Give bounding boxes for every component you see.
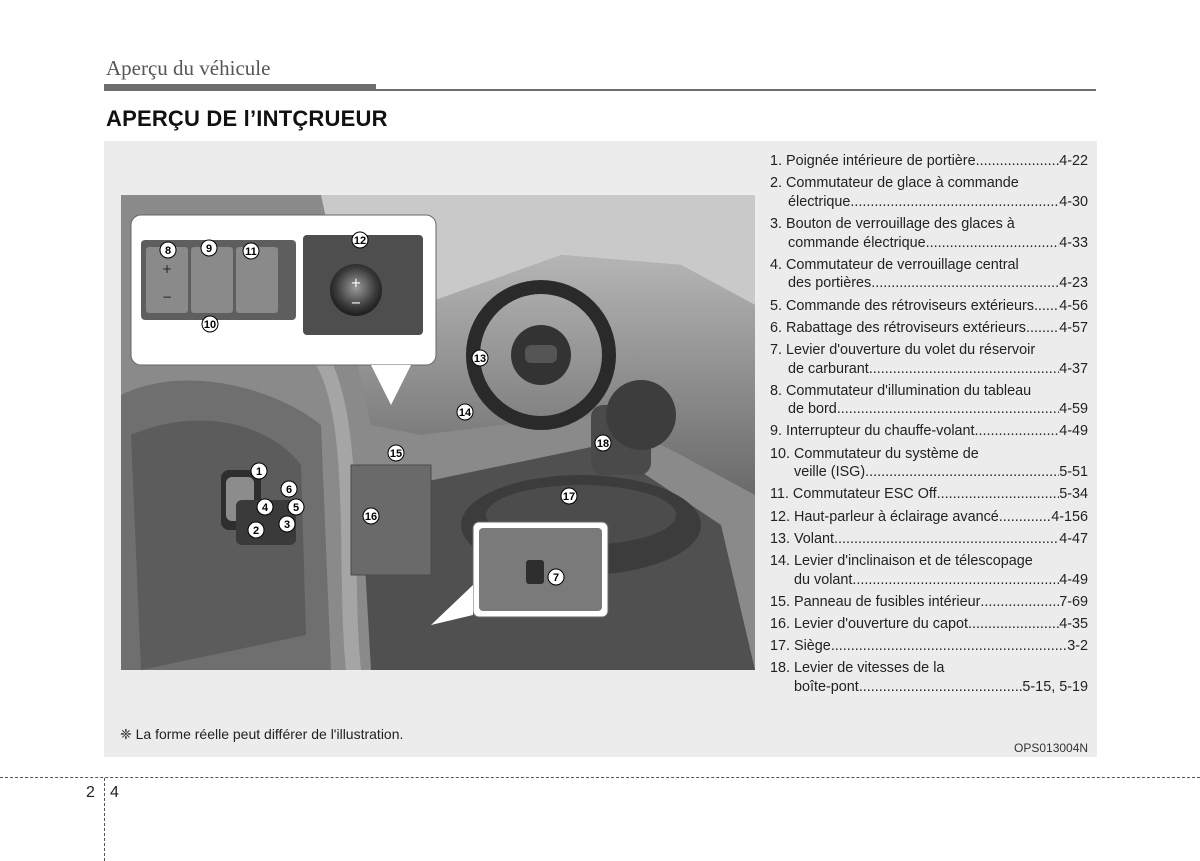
- interior-illustration: [121, 195, 755, 670]
- list-item: 2. Commutateur de glace à commande électrique ..... 4-30: [770, 174, 1088, 211]
- knob-plus-label: +: [350, 276, 362, 291]
- svg-text:1: 1: [255, 466, 263, 478]
- knob-minus-label: −: [350, 296, 362, 311]
- svg-text:4: 4: [261, 502, 269, 514]
- list-item: 17. Siège ..... 3-2: [770, 637, 1088, 656]
- running-header-title: Aperçu du véhicule: [106, 56, 271, 80]
- switch-minus-label: −: [161, 290, 173, 304]
- list-item: 3. Bouton de verrouillage des glaces à commande électrique ..... 4-33: [770, 215, 1088, 252]
- callout-12: [352, 232, 368, 248]
- callout-3: [279, 516, 295, 532]
- svg-text:12: 12: [353, 235, 367, 247]
- callout-6: [281, 481, 297, 497]
- callout-10: [202, 316, 218, 332]
- list-item: 13. Volant ..... 4-47: [770, 530, 1088, 549]
- figure-code: OPS013004N: [1014, 741, 1089, 755]
- callout-16: [363, 508, 379, 524]
- list-item: 4. Commutateur de verrouillage central des portières ..... 4-23: [770, 256, 1088, 293]
- list-item: 9. Interrupteur du chauffe-volant ..... 4-49: [770, 422, 1088, 441]
- callout-9: [201, 240, 217, 256]
- list-item: 10. Commutateur du système de veille (ISG) ..... 5-51: [770, 445, 1088, 482]
- chapter-number: 2: [86, 784, 95, 801]
- svg-text:7: 7: [552, 572, 560, 584]
- callout-11: [243, 243, 259, 259]
- svg-text:18: 18: [596, 438, 610, 450]
- callout-2: [248, 522, 264, 538]
- callout-13: [472, 350, 488, 366]
- callout-18: [595, 435, 611, 451]
- list-item: 15. Panneau de fusibles intérieur ..... 7-69: [770, 593, 1088, 612]
- callout-8: [160, 242, 176, 258]
- svg-text:8: 8: [164, 245, 172, 257]
- interior-drawing: [121, 195, 755, 670]
- page-number: 4: [110, 784, 119, 801]
- callout-17: [561, 488, 577, 504]
- callout-7: [548, 569, 564, 585]
- svg-text:15: 15: [389, 448, 403, 460]
- svg-text:10: 10: [203, 319, 217, 331]
- callout-15: [388, 445, 404, 461]
- footer-rule: [0, 777, 1200, 778]
- callout-14: [457, 404, 473, 420]
- section-title: APERÇU DE l’INTÇRUEUR: [106, 106, 388, 131]
- list-item: 5. Commande des rétroviseurs extérieurs ..... 4-56: [770, 297, 1088, 316]
- svg-text:14: 14: [458, 407, 472, 419]
- svg-text:11: 11: [245, 246, 257, 258]
- svg-text:6: 6: [285, 484, 293, 496]
- header-bar: [104, 84, 376, 91]
- list-item: 1. Poignée intérieure de portière ..... 4-22: [770, 152, 1088, 171]
- footer-divider: [104, 778, 105, 861]
- header-rule: [376, 89, 1096, 91]
- svg-text:17: 17: [562, 491, 576, 503]
- list-item: 8. Commutateur d'illumination du tableau de bord ..... 4-59: [770, 382, 1088, 419]
- list-item: 14. Levier d'inclinaison et de télescopage du volant ..... 4-49: [770, 552, 1088, 589]
- figure-note: ❈ La forme réelle peut différer de l'illustration.: [120, 726, 404, 742]
- list-item: 18. Levier de vitesses de la boîte-pont ..... 5-15, 5-19: [770, 659, 1088, 696]
- list-item: 12. Haut-parleur à éclairage avancé ..... 4-156: [770, 508, 1088, 527]
- switch-plus-label: +: [161, 262, 173, 276]
- list-item: 16. Levier d'ouverture du capot ..... 4-35: [770, 615, 1088, 634]
- callout-5: [288, 499, 304, 515]
- svg-text:16: 16: [364, 511, 378, 523]
- svg-text:2: 2: [252, 525, 260, 537]
- component-list: [770, 152, 1088, 700]
- list-item: 11. Commutateur ESC Off ..... 5-34: [770, 485, 1088, 504]
- callout-1: [251, 463, 267, 479]
- callout-4: [257, 499, 273, 515]
- svg-text:3: 3: [283, 519, 291, 531]
- svg-text:5: 5: [292, 502, 300, 514]
- list-item: 6. Rabattage des rétroviseurs extérieurs ..... 4-57: [770, 319, 1088, 338]
- svg-text:13: 13: [473, 353, 487, 365]
- svg-text:9: 9: [205, 243, 213, 255]
- list-item: 7. Levier d'ouverture du volet du réservoir de carburant ..... 4-37: [770, 341, 1088, 378]
